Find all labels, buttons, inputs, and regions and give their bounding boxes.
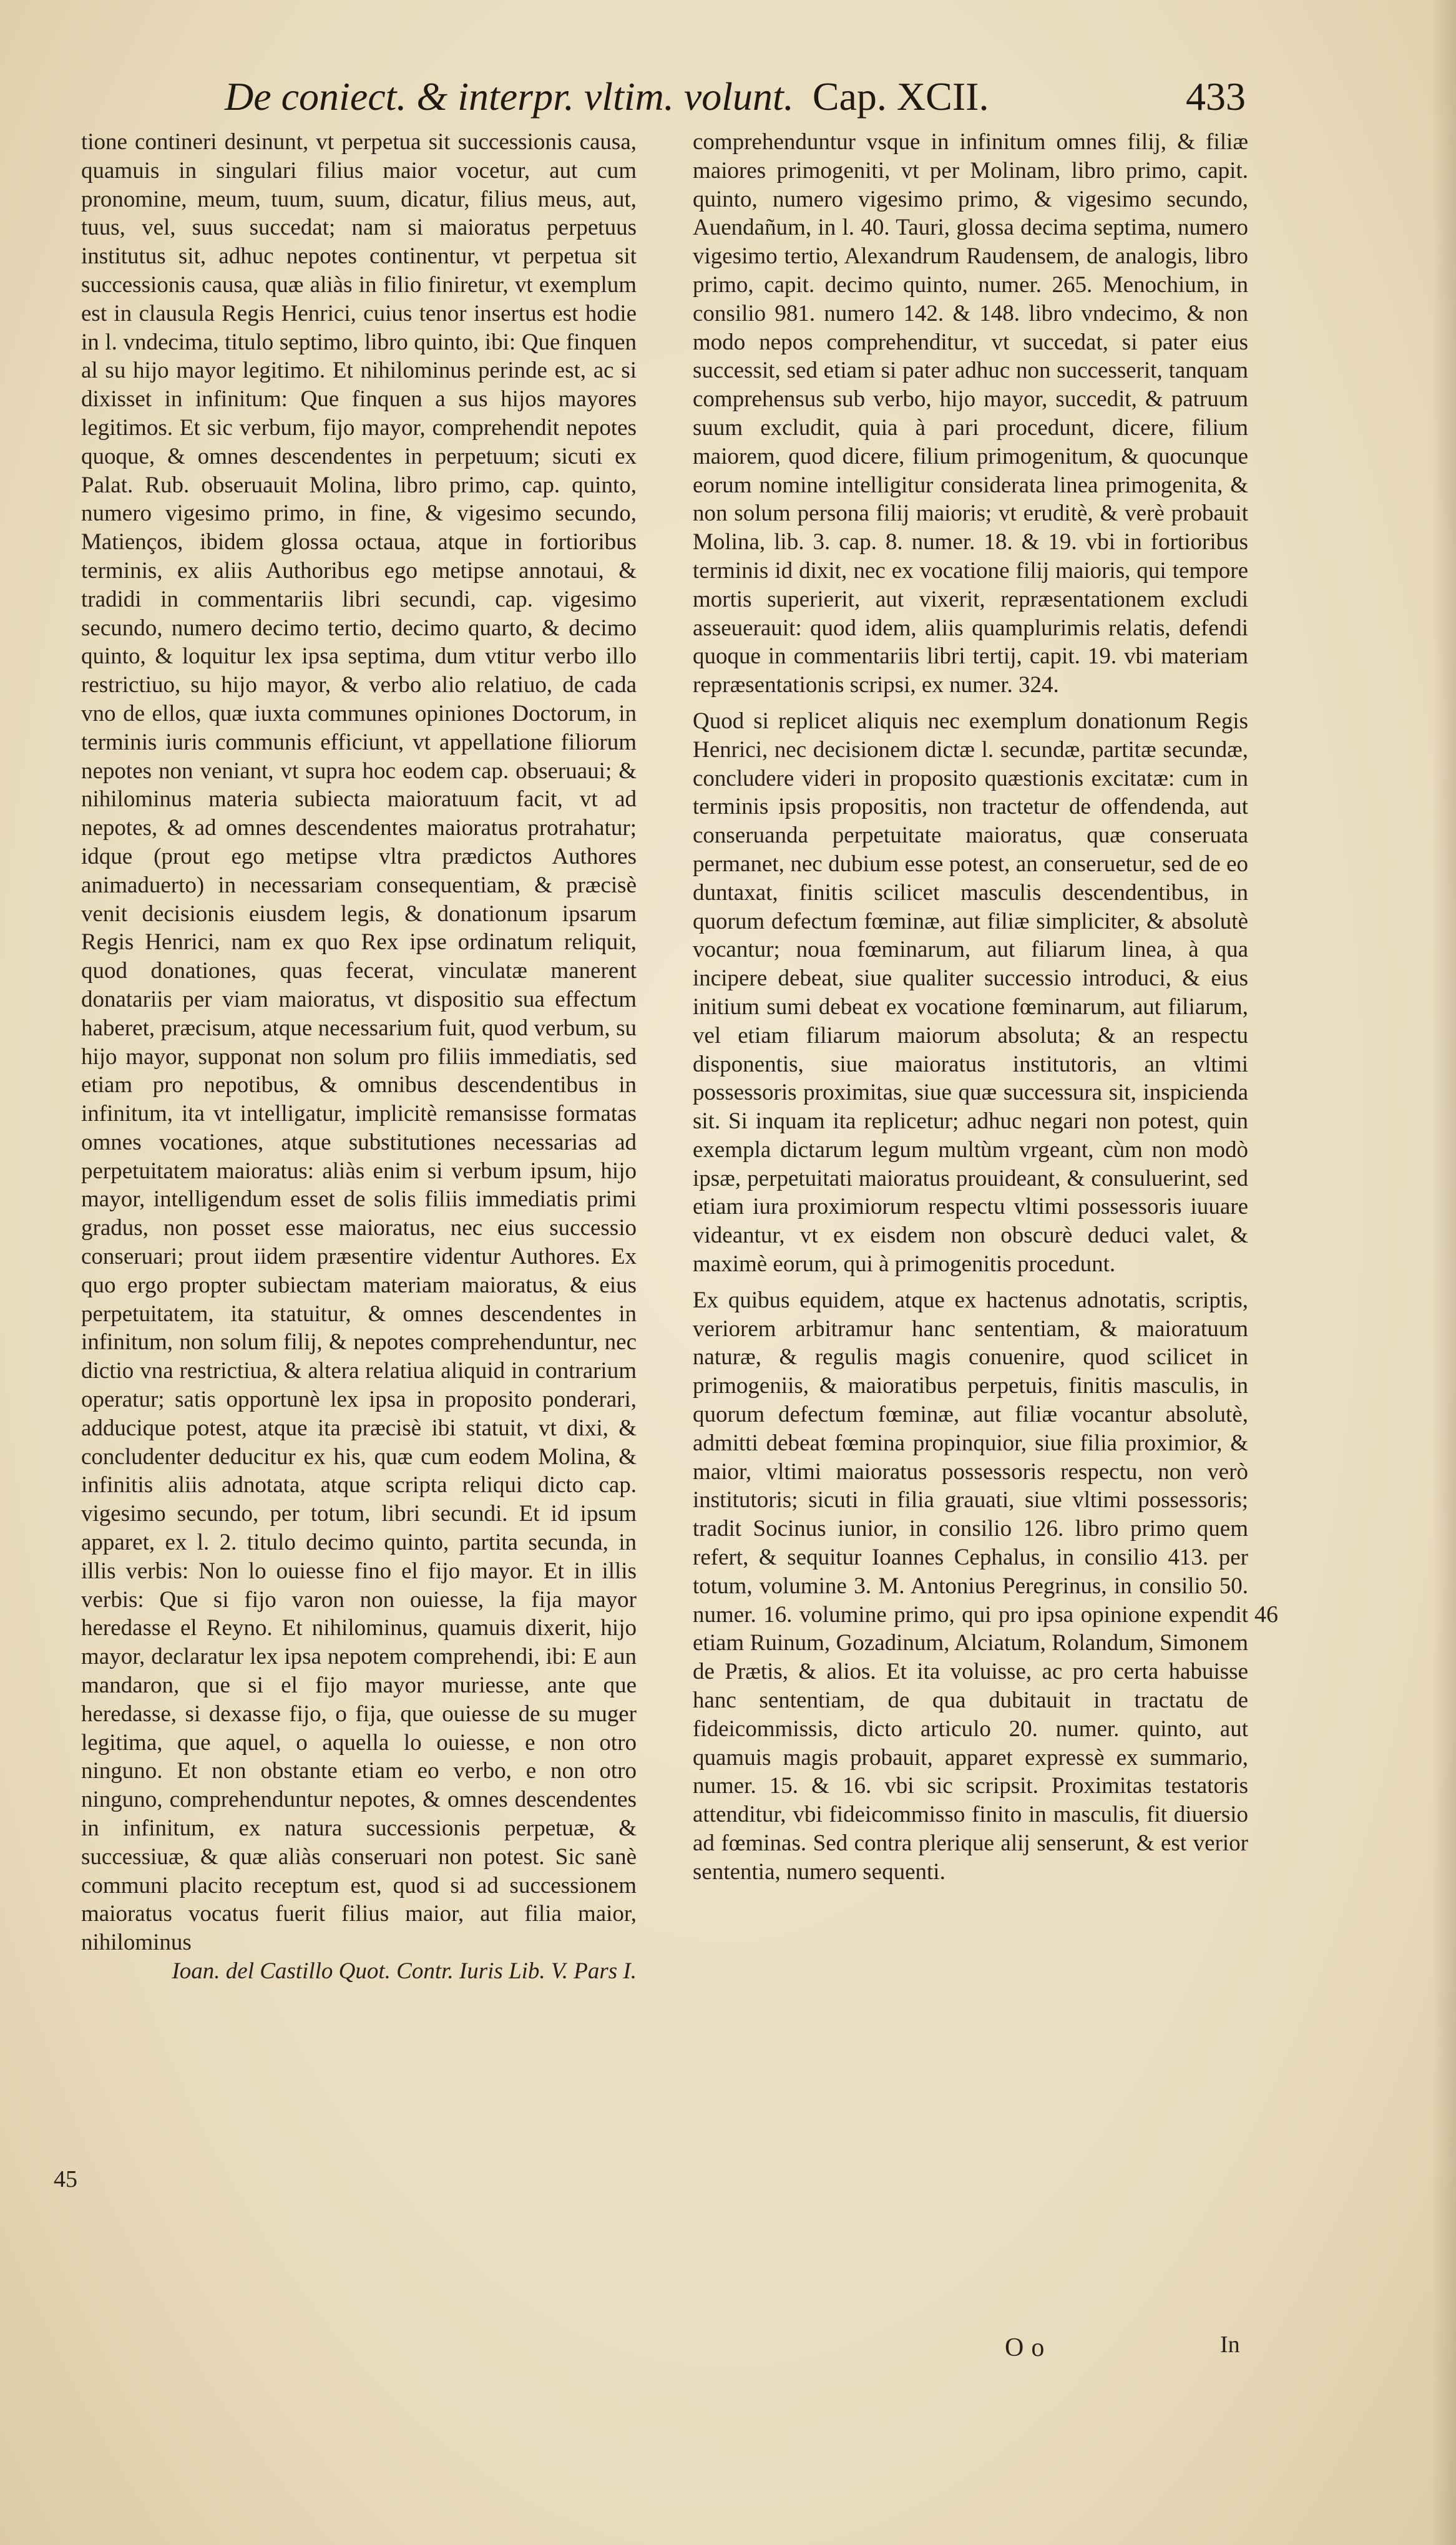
running-head	[225, 69, 1286, 125]
left-column-footer: Ioan. del Castillo Quot. Contr. Iuris Lib. V. Pars I.	[172, 1958, 637, 1984]
right-paragraph-3: Ex quibus equidem, atque ex hactenus adnotatis, scriptis, veriorem arbitramur hanc sententiam, & maioratuum naturæ, & regulis magis conuenire, quod scilicet in primogeniis, & maioratibus perpetuis, finitis masculis, in quorum defectum fœminæ, aut filiæ vocantur absolutè, admitti debeat fœmina propinquior, siue filia proximior, & maior, vltimi maioratus possessoris respectu, non verò institutoris; sicuti in filia grauati, siue vltimi possessoris; tradit Socinus iunior, in consilio 126. libro primo quem refert, & sequitur Ioannes Cephalus, in consilio 413. per totum, volumine 3. M. Antonius Peregrinus, in consilio 50. numer. 16. volumine primo, qui pro ipsa opinione expendit etiam Ruinum, Gozadinum, Alciatum, Rolandum, Simonem de Prætis, & alios. Et ita voluisse, ac pro certa habuisse hanc sententiam, de qua dubitauit in tractatu de fideicommissis, dicto articulo 20. numer. quinto, aut quamuis magis probauit, apparet expressè ex summario, numer. 15. & 16. vbi sic scripsit. Proximitas testatoris attenditur, vbi fideicommisso finito in masculis, fit diuersio ad fœminas. Sed contra plerique alij senserunt, & est verior sententia, numero sequenti.	[693, 1287, 1248, 1885]
running-head-chapter: Cap. XCII.	[812, 74, 989, 119]
margin-note-left: 45	[54, 2166, 77, 2192]
margin-note-right: 46	[1254, 1601, 1278, 1628]
right-paragraph-2: Quod si replicet aliquis nec exemplum donationum Regis Henrici, nec decisionem dictæ l. secundæ, partitæ secundæ, concludere videri in proposito quæstionis excitatæ: cum in terminis ipsis propositis, non tractetur de offendenda, aut conseruanda perpetuitate maioratus, quæ conseruata permanet, nec dubium esse potest, an conseruetur, sed de eo duntaxat, finitis scilicet masculis descendentibus, in quorum defectum fœminæ, aut filiæ simpliciter, & absolutè vocantur; noua fœminarum, aut filiarum linea, à qua incipere debeat, siue qualiter successio introduci, & eius initium sumi debeat ex vocatione fœminarum, aut filiarum, vel etiam filiarum maiorum absoluta; & an respectu disponentis, siue maioratus institutoris, an vltimi possessoris proximitas, siue quæ successura sit, inspicienda sit. Si inquam ita replicetur; adhuc negari non potest, quin exempla dictarum legum multùm vrgeant, cùm non modò ipsæ, perpetuitati maioratus prouideant, & consuluerint, sed etiam iura proximiorum respectu vltimi possessoris iuuare videantur, vt ex eisdem non obscurè deduci valet, & maximè eorum, qui à primogenitis procedunt.	[693, 708, 1248, 1277]
right-paragraph-1: comprehenduntur vsque in infinitum omnes filij, & filiæ maiores primogeniti, vt per Molinam, libro primo, capit. quinto, numero vigesimo primo, & vigesimo secundo, Auendañum, in l. 40. Tauri, glossa decima septima, numero vigesimo tertio, Alexandrum Raudensem, de analogis, libro primo, capit. decimo quinto, numer. 265. Menochium, in consilio 981. numero 142. & 148. libro vndecimo, & non modo nepos comprehenditur, vt succedat, si pater eius successit, sed etiam si pater adhuc non successerit, tanquam comprehensus sub verbo, hijo mayor, succedit, & patruum suum excludit, quia à pari procedunt, dicere, filium maiorem, quod dicere, filium primogenitum, & quocunque eorum nomine intelligitur considerata linea primogenita, & non solum persona filij maioris; vt eruditè, & verè probauit Molina, lib. 3. cap. 8. numer. 18. & 19. vbi in fortioribus terminis id dixit, nec ex vocatione filij maioris, qui tempore mortis superierit, aut vixerit, repræsentationem excludi asseuerauit: quod idem, aliis quamplurimis relatis, defendi quoque in commentariis libri tertij, capit. 19. vbi materiam repræsentationis scripsi, ex numer. 324.	[693, 129, 1248, 698]
page-edge-shadow	[1431, 0, 1456, 2545]
running-head-title: De coniect. & interpr. vltim. volunt.	[225, 74, 794, 119]
right-column	[693, 128, 1248, 1887]
left-paragraph-1: tione contineri desinunt, vt perpetua sit successionis causa, quamuis in singulari filius maior vocetur, aut cum pronomine, meum, tuum, suum, dicatur, filius meus, aut, tuus, vel, suus succedat; nam si maioratus perpetuus institutus sit, adhuc nepotes continentur, vt perpetua sit successionis causa, quæ aliàs in filio finiretur, vt exemplum est in clausula Regis Henrici, cuius tenor insertus est hodie in l. vndecima, titulo septimo, libro quinto, ibi: Que finquen al su hijo mayor legitimo. Et nihilominus perinde est, ac si dixisset in infinitum: Que finquen a sus hijos mayores legitimos. Et sic verbum, fijo mayor, comprehendit nepotes quoque, & omnes descendentes in perpetuum; sicuti ex Palat. Rub. obseruauit Molina, libro primo, cap. quinto, numero vigesimo primo, in fine, & vigesimo secundo, Matienços, ibidem glossa octaua, atque in fortioribus terminis, ex aliis Authoribus ego metipse annotaui, & tradidi in commentariis libri secundi, cap. vigesimo secundo, numero decimo tertio, decimo quarto, & decimo quinto, & loquitur lex ipsa septima, dum vtitur verbo illo restrictiuo, su hijo mayor, & verbo alio relatiuo, de cada vno de ellos, quæ iuxta communes opiniones Doctorum, in terminis iuris communis efficiunt, vt appellatione filiorum nepotes non veniant, vt supra hoc eodem cap. obseruaui; & nihilominus materia subiecta maioratuum facit, vt ad nepotes, & ad omnes descendentes maioratus protrahatur; idque (prout ego metipse vltra prædictos Authores animaduerto) in necessariam consequentiam, & præcisè venit decisionis eiusdem legis, & donationum ipsarum Regis Henrici, nam ex quo Rex ipse ordinatum reliquit, quod donationes, quas fecerat, vinculatæ manerent donatariis per viam maioratus, vt dispositio sua effectum haberet, præcisum, atque necessarium fuit, quod verbum, su hijo mayor, supponat non solum pro filiis immediatis, sed etiam pro nepotibus, & omnibus descendentibus in infinitum, ita vt intelligatur, implicitè remansisse formatas omnes vocationes, atque substitutiones necessarias ad perpetuitatem maioratus: aliàs enim si verbum ipsum, hijo mayor, intelligendum esset de solis filiis immediatis primi gradus, non posset esse maioratus, nec eius successio conseruari; prout iidem præsentire videntur Authores. Ex quo ergo propter subiectam materiam maioratus, & eius perpetuitatem, ita statuitur, & omnes descendentes in infinitum, non solum filij, & nepotes comprehenduntur, nec dictio vna restrictiua, & altera relatiua aliquid in contrarium operatur; satis opportunè lex ipsa in proposito ponderari, adducique potest, atque ita præcisè ibi statuit, vt dixi, & concludenter deducitur ex his, quæ cum eodem Molina, & infinitis aliis adnotata, atque scripta reliqui dicto cap. vigesimo secundo, per totum, libri secundi. Et id ipsum apparet, ex l. 2. titulo decimo quinto, partita secunda, in illis verbis: Non lo ouiesse fino el fijo mayor. Et in illis verbis: Que si fijo varon non ouiesse, la fija mayor heredasse el Reyno. Et nihilominus, quamuis dixerit, hijo mayor, declaratur lex ipsa nepotem comprehendi, ibi: E aun mandaron, que si el fijo mayor muriesse, ante que heredasse, si dexasse fijo, o fija, que ouiesse de su muger legitima, que aquel, o aquella lo ouiesse, e non otro ninguno. Et non obstante etiam eo verbo, e non otro ninguno, comprehenduntur nepotes, & omnes descendentes in infinitum, ex natura successionis perpetuæ, & successiuæ, & quæ aliàs conseruari non potest. Sic sanè communi placito receptum est, quod si ad successionem maioratus vocatus fuerit filius maior, aut filia maior, nihilominus	[81, 129, 637, 1956]
page-number: 433	[1186, 74, 1246, 119]
signature-mark: Oo	[1005, 2333, 1052, 2362]
left-column	[81, 128, 637, 1986]
catchword: In	[1220, 2332, 1240, 2358]
